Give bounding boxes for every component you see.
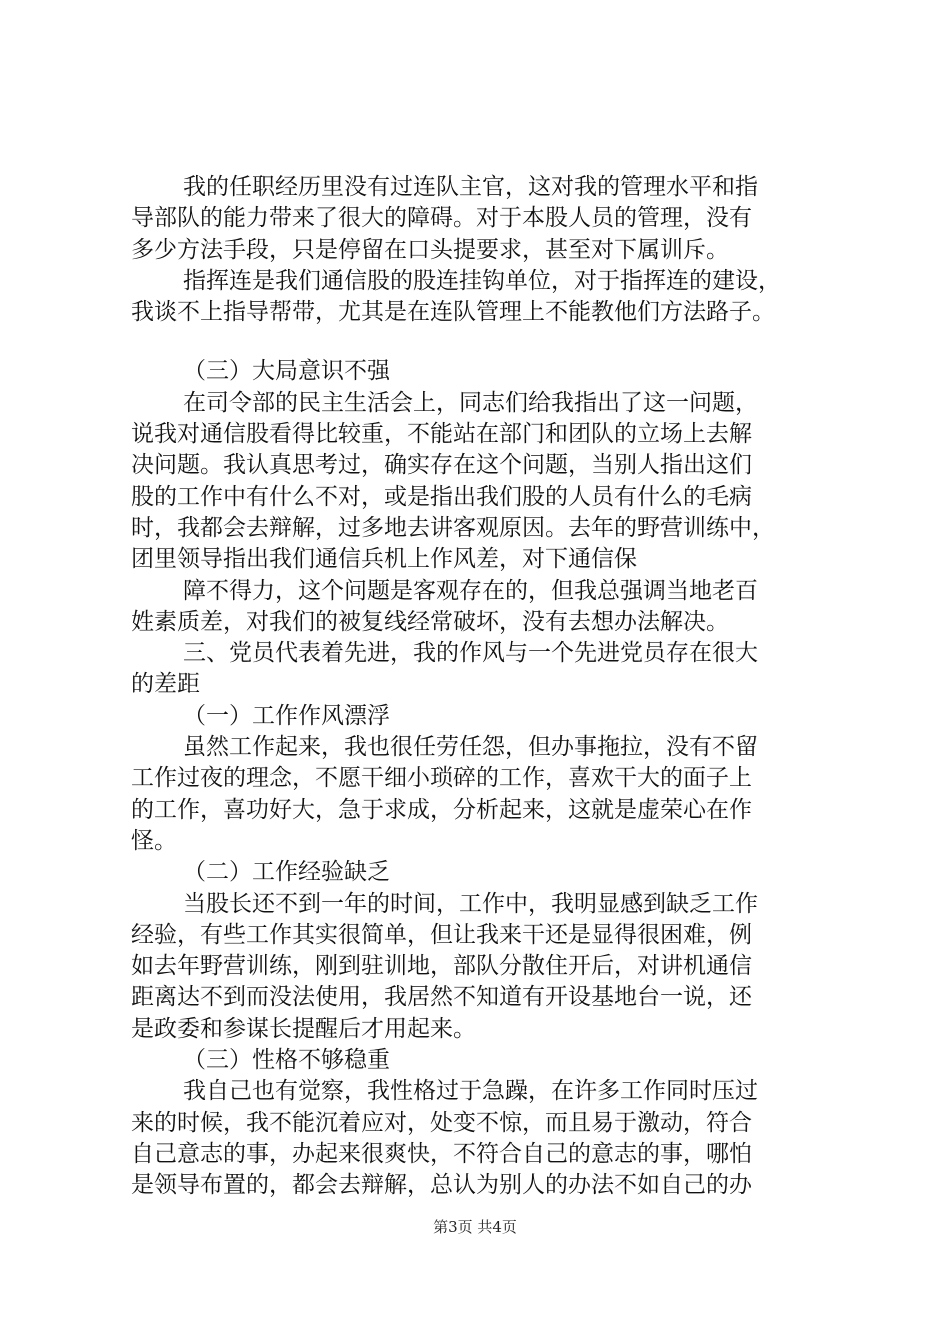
text-line: 多少方法手段，只是停留在口头提要求，甚至对下属训斥。 bbox=[131, 236, 729, 263]
text-line: 指挥连是我们通信股的股连挂钩单位，对于指挥连的建设， bbox=[183, 267, 781, 294]
text-line: 是政委和参谋长提醒后才用起来。 bbox=[131, 1015, 476, 1042]
text-line: 说我对通信股看得比较重，不能站在部门和团队的立场上去解 bbox=[131, 421, 752, 448]
text-line: 时，我都会去辩解，过多地去讲客观原因。去年的野营训练中， bbox=[131, 514, 775, 541]
text-line: 距离达不到而没法使用，我居然不知道有开设基地台一说，还 bbox=[131, 984, 752, 1011]
section-heading: （一）工作作风漂浮 bbox=[183, 702, 390, 729]
text-line: 股的工作中有什么不对，或是指出我们股的人员有什么的毛病 bbox=[131, 483, 752, 510]
text-line: 来的时候，我不能沉着应对，处变不惊，而且易于激动，符合 bbox=[131, 1109, 752, 1136]
text-line: 团里领导指出我们通信兵机上作风差，对下通信保 bbox=[131, 546, 637, 573]
section-heading: 的差距 bbox=[131, 671, 200, 698]
section-heading: 三、党员代表着先进，我的作风与一个先进党员存在很大 bbox=[183, 640, 758, 667]
paragraph-gap bbox=[131, 328, 831, 356]
text-line: 怪。 bbox=[131, 827, 177, 854]
document-body bbox=[131, 172, 831, 1202]
text-line: 我自己也有觉察，我性格过于急躁，在许多工作同时压过 bbox=[183, 1078, 758, 1105]
text-line: 经验，有些工作其实很简单，但让我来干还是显得很困难，例 bbox=[131, 921, 752, 948]
text-line: 障不得力，这个问题是客观存在的，但我总强调当地老百 bbox=[183, 577, 758, 604]
text-line: 工作过夜的理念，不愿干细小琐碎的工作，喜欢干大的面子上 bbox=[131, 765, 752, 792]
text-line: 自己意志的事，办起来很爽快，不符合自己的意志的事，哪怕 bbox=[131, 1140, 752, 1167]
text-line: 是领导布置的，都会去辩解，总认为别人的办法不如自己的办 bbox=[131, 1172, 752, 1199]
text-line: 在司令部的民主生活会上，同志们给我指出了这一问题， bbox=[183, 389, 758, 416]
page-number-footer: 第3页 共4页 bbox=[433, 1218, 517, 1236]
section-heading: （二）工作经验缺乏 bbox=[183, 859, 390, 886]
text-line: 的工作，喜功好大，急于求成，分析起来，这就是虚荣心在作 bbox=[131, 796, 752, 823]
text-line: 姓素质差，对我们的被复线经常破坏，没有去想办法解决。 bbox=[131, 608, 729, 635]
section-heading: （三）性格不够稳重 bbox=[183, 1047, 390, 1074]
text-line: 当股长还不到一年的时间，工作中，我明显感到缺乏工作 bbox=[183, 890, 758, 917]
text-line: 我谈不上指导帮带，尤其是在连队管理上不能教他们方法路子。 bbox=[131, 299, 775, 326]
text-line: 决问题。我认真思考过，确实存在这个问题，当别人指出这们 bbox=[131, 452, 752, 479]
text-line: 如去年野营训练，刚到驻训地，部队分散住开后，对讲机通信 bbox=[131, 953, 752, 980]
section-heading: （三）大局意识不强 bbox=[183, 358, 390, 385]
text-line: 我的任职经历里没有过连队主官，这对我的管理水平和指 bbox=[183, 174, 758, 200]
text-line: 虽然工作起来，我也很任劳任怨，但办事拖拉，没有不留 bbox=[183, 734, 758, 761]
text-line: 导部队的能力带来了很大的障碍。对于本股人员的管理，没有 bbox=[131, 205, 752, 232]
